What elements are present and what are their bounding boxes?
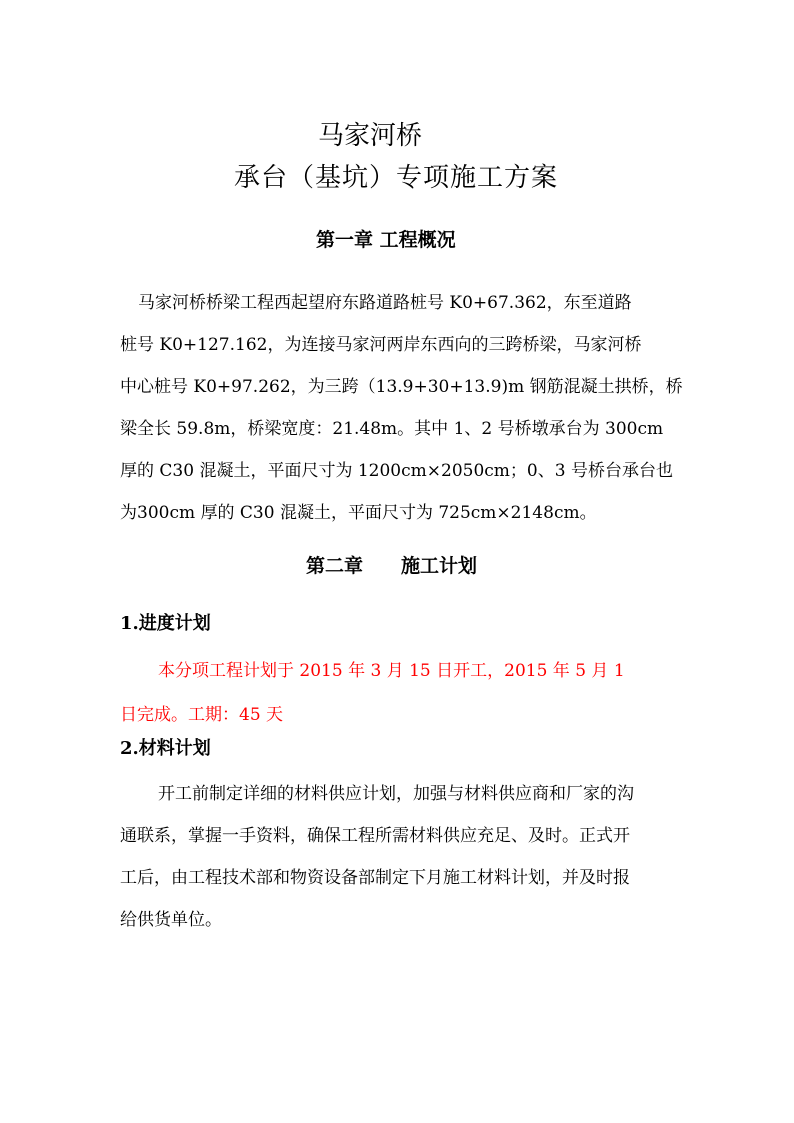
document-title-line-1: 马家河桥 <box>318 121 423 151</box>
chapter-1-paragraph <box>120 282 683 534</box>
paragraph-line: 中心桩号 K0+97.262，为三跨（13.9+30+13.9)m 钢筋混凝土拱桥，桥 <box>120 377 683 397</box>
section-schedule-heading: 1.进度计划 <box>120 613 211 634</box>
paragraph-line: 给供货单位。 <box>120 910 222 930</box>
paragraph-line: 马家河桥桥梁工程西起望府东路道路桩号 K0+67.362，东至道路 <box>138 293 632 313</box>
paragraph-line: 开工前制定详细的材料供应计划，加强与材料供应商和厂家的沟 <box>158 784 634 804</box>
paragraph-line: 工后，由工程技术部和物资设备部制定下月施工材料计划，并及时报 <box>120 868 630 888</box>
paragraph-line: 厚的 C30 混凝土，平面尺寸为 1200cm×2050cm；0、3 号桥台承台也 <box>120 461 673 481</box>
paragraph-line: 通联系，掌握一手资料，确保工程所需材料供应充足、及时。正式开 <box>120 826 630 846</box>
paragraph-line: 本分项工程计划于 2015 年 3 月 15 日开工，2015 年 5 月 1 <box>158 661 625 681</box>
chapter-2-title: 施工计划 <box>401 555 478 577</box>
paragraph-line: 日完成。工期：45 天 <box>120 705 284 725</box>
section-schedule-paragraph <box>120 649 680 737</box>
chapter-2-number: 第二章 <box>306 555 364 577</box>
paragraph-line: 为300cm 厚的 C30 混凝土，平面尺寸为 725cm×2148cm。 <box>120 503 597 523</box>
chapter-2-heading <box>306 553 477 579</box>
chapter-1-heading: 第一章 工程概况 <box>316 229 456 251</box>
paragraph-line: 桩号 K0+127.162，为连接马家河两岸东西向的三跨桥梁，马家河桥 <box>120 335 642 355</box>
document-title-line-2: 承台（基坑）专项施工方案 <box>234 163 559 193</box>
section-material-heading: 2.材料计划 <box>120 738 211 759</box>
section-material-paragraph <box>120 773 680 941</box>
paragraph-line: 梁全长 59.8m，桥梁宽度：21.48m。其中 1、2 号桥墩承台为 300cm <box>120 419 664 439</box>
